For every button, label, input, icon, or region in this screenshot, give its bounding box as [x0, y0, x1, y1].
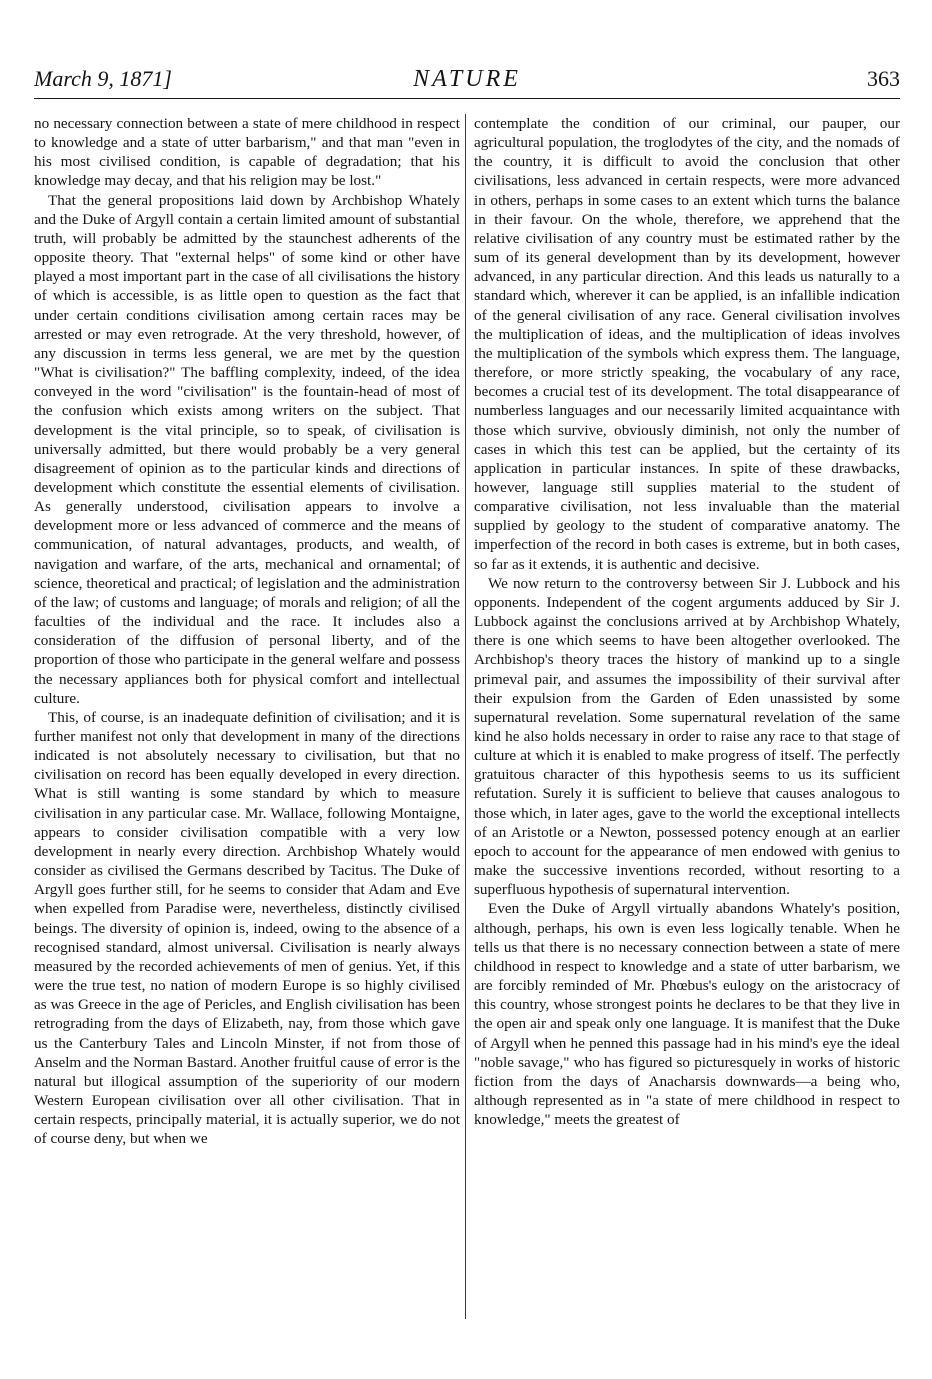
paragraph: We now return to the controversy between Sir J. Lubbock and his opponents. Independent of the cogent arguments adduced by Sir J. Lubbock against the conclusions arrived at by Archbishop Whately, there is one which seems to have been altogether overlooked. The Archbishop's theory traces the history of mankind up to a single primeval pair, and assumes the impossibility of their survival after their expulsion from the Garden of Eden unassisted by some supernatural revelation. Some supernatural revelation of the same kind he also holds necessary in order to raise any race to that stage of culture at which it is enabled to make progress of itself. The perfectly gratuitous character of this hypothesis seems to us its sufficient refutation. Surely it is sufficient to believe that causes analogous to those which, in later ages, gave to the world the exceptional intellects of an Aristotle or a Newton, possessed potency enough at an earlier epoch to account for the appearance of men endowed with genius to make the successive inventions recorded, without resorting to a superfluous hypothesis of supernatural intervention.	[474, 574, 900, 899]
right-column	[474, 114, 900, 1129]
left-column	[34, 114, 460, 1148]
page-number: 363	[867, 66, 900, 91]
paragraph: That the general propositions laid down by Archbishop Whately and the Duke of Argyll contain a certain limited amount of substantial truth, will probably be admitted by the staunchest adherents of the opposite theory. That "external helps" of some kind or other have played a most important part in the case of all civilisations the history of which is accessible, is as little open to question as the fact that under certain conditions civilisation among certain races may be arrested or may even retrograde. At the very threshold, however, of any discussion in terms less general, we are met by the question "What is civilisation?" The baffling complexity, indeed, of the idea conveyed in the word "civilisation" is the fountain-head of most of the confusion which exists among writers on the subject. That development is the vital principle, so to speak, of civilisation is universally admitted, but there would probably be a very general disagreement of opinion as to the particular kinds and directions of development which constitute the essential elements of civilisation. As generally understood, civilisation appears to involve a development more or less advanced of commerce and the means of communication, of natural advantages, products, and wealth, of navigation and warfare, of the arts, mechanical and ornamental; of science, theoretical and practical; of legislation and the administration of the law; of customs and language; of morals and religion; of all the faculties of the individual and the race. It includes also a consideration of the diffusion of personal liberty, and of the proportion of those who participate in the general welfare and possess the necessary appliances both for physical comfort and intellectual culture.	[34, 191, 460, 707]
page-header	[34, 62, 900, 99]
paragraph: no necessary connection between a state of mere childhood in respect to knowledge and a state of utter barbarism," and that man "even in his most civilised condition, is capable of degradation; that his knowledge may decay, and that his religion may be lost."	[34, 115, 460, 190]
paragraph: contemplate the condition of our criminal, our pauper, our agricultural population, the troglodytes of the city, and the nomads of the country, it is difficult to avoid the conclusion that other civilisations, less advanced in certain respects, were more advanced in others, perhaps in some cases to an extent which turns the balance in their favour. On the whole, therefore, we apprehend that the relative civilisation of any country must be estimated rather by the sum of its general development than by its development, however advanced, in any particular direction. And this leads us naturally to a standard which, wherever it can be applied, is an infallible indication of the general civilisation of any race. General civilisation involves the multiplication of ideas, and the multiplication of ideas involves the multiplication of the symbols which express them. The language, therefore, or more strictly speaking, the vocabulary of any race, becomes a crucial test of its development. The total disappearance of numberless languages and our necessarily limited acquaintance with those which survive, obviously diminish, not only the number of cases in which this test can be applied, but the certainty of its application in particular instances. In spite of these drawbacks, however, language still supplies material to the student of comparative civilisation, not less invaluable than the material supplied by geology to the student of comparative anatomy. The imperfection of the record in both cases is extreme, but in both cases, so far as it extends, it is authentic and decisive.	[474, 115, 900, 573]
issue-date: March 9, 1871]	[34, 66, 172, 91]
column-divider	[465, 114, 466, 1319]
paragraph: Even the Duke of Argyll virtually abandons Whately's position, although, perhaps, his own is even less logically tenable. When he tells us that there is no necessary connection between a state of mere childhood in respect to knowledge and a state of utter barbarism, we are forcibly reminded of Mr. Phœbus's eulogy on the aristocracy of this country, whose strongest points he declares to be that they live in the open air and speak only one language. It is manifest that the Duke of Argyll when he penned this passage had in his mind's eye the ideal "noble savage," who has figured so picturesquely in works of historic fiction from the days of Anacharsis downwards—a being who, although represented as in "a state of mere childhood in respect to knowledge," meets the greatest of	[474, 900, 900, 1129]
paragraph: This, of course, is an inadequate definition of civilisation; and it is further manifest not only that development in many of the directions indicated is not absolutely necessary to civilisation, but that no civilisation on record has been equally developed in every direction. What is still wanting is some standard by which to measure civilisation in any particular case. Mr. Wallace, following Montaigne, appears to consider civilisation compatible with a very low development in nearly every direction. Archbishop Whately would consider as civilised the Germans described by Tacitus. The Duke of Argyll goes further still, for he seems to consider that Adam and Eve when expelled from Paradise were, nevertheless, distinctly civilised beings. The diversity of opinion is, indeed, owing to the absence of a recognised standard, almost universal. Civilisation is nearly always measured by the recorded achievements of men of genius. Yet, if this were the true test, no nation of modern Europe is so highly civilised as was Greece in the age of Pericles, and English civilisation has been retrograding from the days of Elizabeth, nay, from those which gave us the Canterbury Tales and Lincoln Minster, if not from those of Anselm and the Norman Bastard. Another fruitful cause of error is the natural but illogical assumption of the superiority of our modern Western European civilisation over all other civilisation. That in certain respects, principally material, it is actually superior, we do not of course deny, but when we	[34, 708, 460, 1148]
journal-title: NATURE	[413, 66, 521, 92]
